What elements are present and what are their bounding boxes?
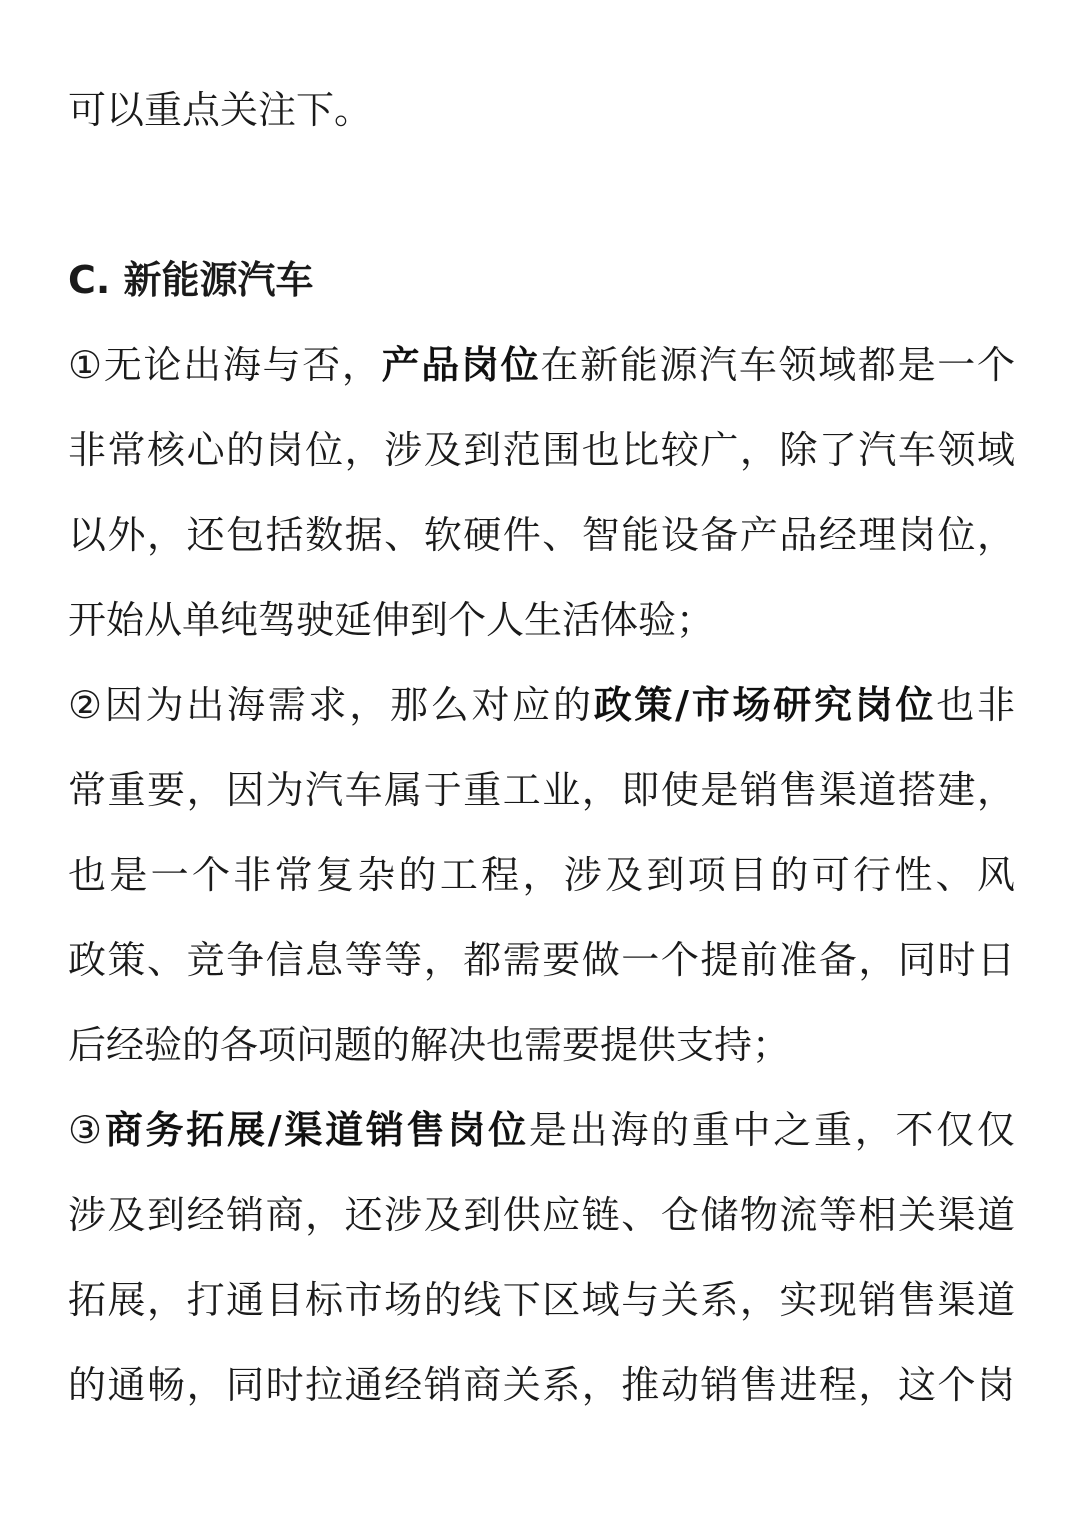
text-line — [68, 1343, 1015, 1428]
bold-keyword: 商务拓展/渠道销售岗位 — [104, 1108, 529, 1152]
text-line — [68, 1003, 1015, 1088]
text-line — [68, 663, 1015, 748]
text-line — [68, 918, 1015, 1003]
text-segment: 的通畅，同时拉通经销商关系，推动销售进程，这个岗 — [68, 1363, 1015, 1407]
text-segment: 可以重点关注下。 — [68, 88, 373, 132]
text-segment: ①无论出海与否， — [68, 343, 382, 387]
text-segment: 是出海的重中之重，不仅仅 — [528, 1108, 1015, 1152]
text-segment: 以外，还包括数据、软硬件、智能设备产品经理岗位， — [68, 513, 1015, 557]
text-segment: 拓展，打通目标市场的线下区域与关系，实现销售渠道 — [68, 1278, 1015, 1322]
text-line — [68, 1258, 1015, 1343]
text-segment: 也是一个非常复杂的工程，涉及到项目的可行性、风 — [68, 853, 1015, 897]
text-line — [68, 408, 1015, 493]
intro-line — [68, 68, 1015, 153]
text-line — [68, 1088, 1015, 1173]
text-segment: 政策、竞争信息等等，都需要做一个提前准备，同时日 — [68, 938, 1015, 982]
text-line — [68, 578, 1015, 663]
text-line — [68, 748, 1015, 833]
text-segment: 非常核心的岗位，涉及到范围也比较广，除了汽车领域 — [68, 428, 1015, 472]
text-line — [68, 493, 1015, 578]
text-segment: 开始从单纯驾驶延伸到个人生活体验； — [68, 598, 715, 642]
text-line — [68, 323, 1015, 408]
text-segment: ②因为出海需求，那么对应的 — [68, 683, 594, 727]
text-line — [68, 833, 1015, 918]
text-segment: 后经验的各项问题的解决也需要提供支持； — [68, 1023, 791, 1067]
bold-keyword: 产品岗位 — [381, 343, 541, 387]
text-segment: 也非 — [936, 683, 1015, 727]
text-segment: 涉及到经销商，还涉及到供应链、仓储物流等相关渠道 — [68, 1193, 1015, 1237]
text-segment: 在新能源汽车领域都是一个 — [540, 343, 1015, 387]
text-segment: 常重要，因为汽车属于重工业，即使是销售渠道搭建， — [68, 768, 1015, 812]
text-line — [68, 1173, 1015, 1258]
text-segment: ③ — [68, 1108, 105, 1152]
article-body — [68, 68, 1015, 1428]
bold-keyword: 政策/市场研究岗位 — [593, 683, 937, 727]
spacer — [68, 153, 1015, 238]
section-heading: C. 新能源汽车 — [68, 258, 314, 302]
paragraph-lines — [68, 323, 1015, 1428]
